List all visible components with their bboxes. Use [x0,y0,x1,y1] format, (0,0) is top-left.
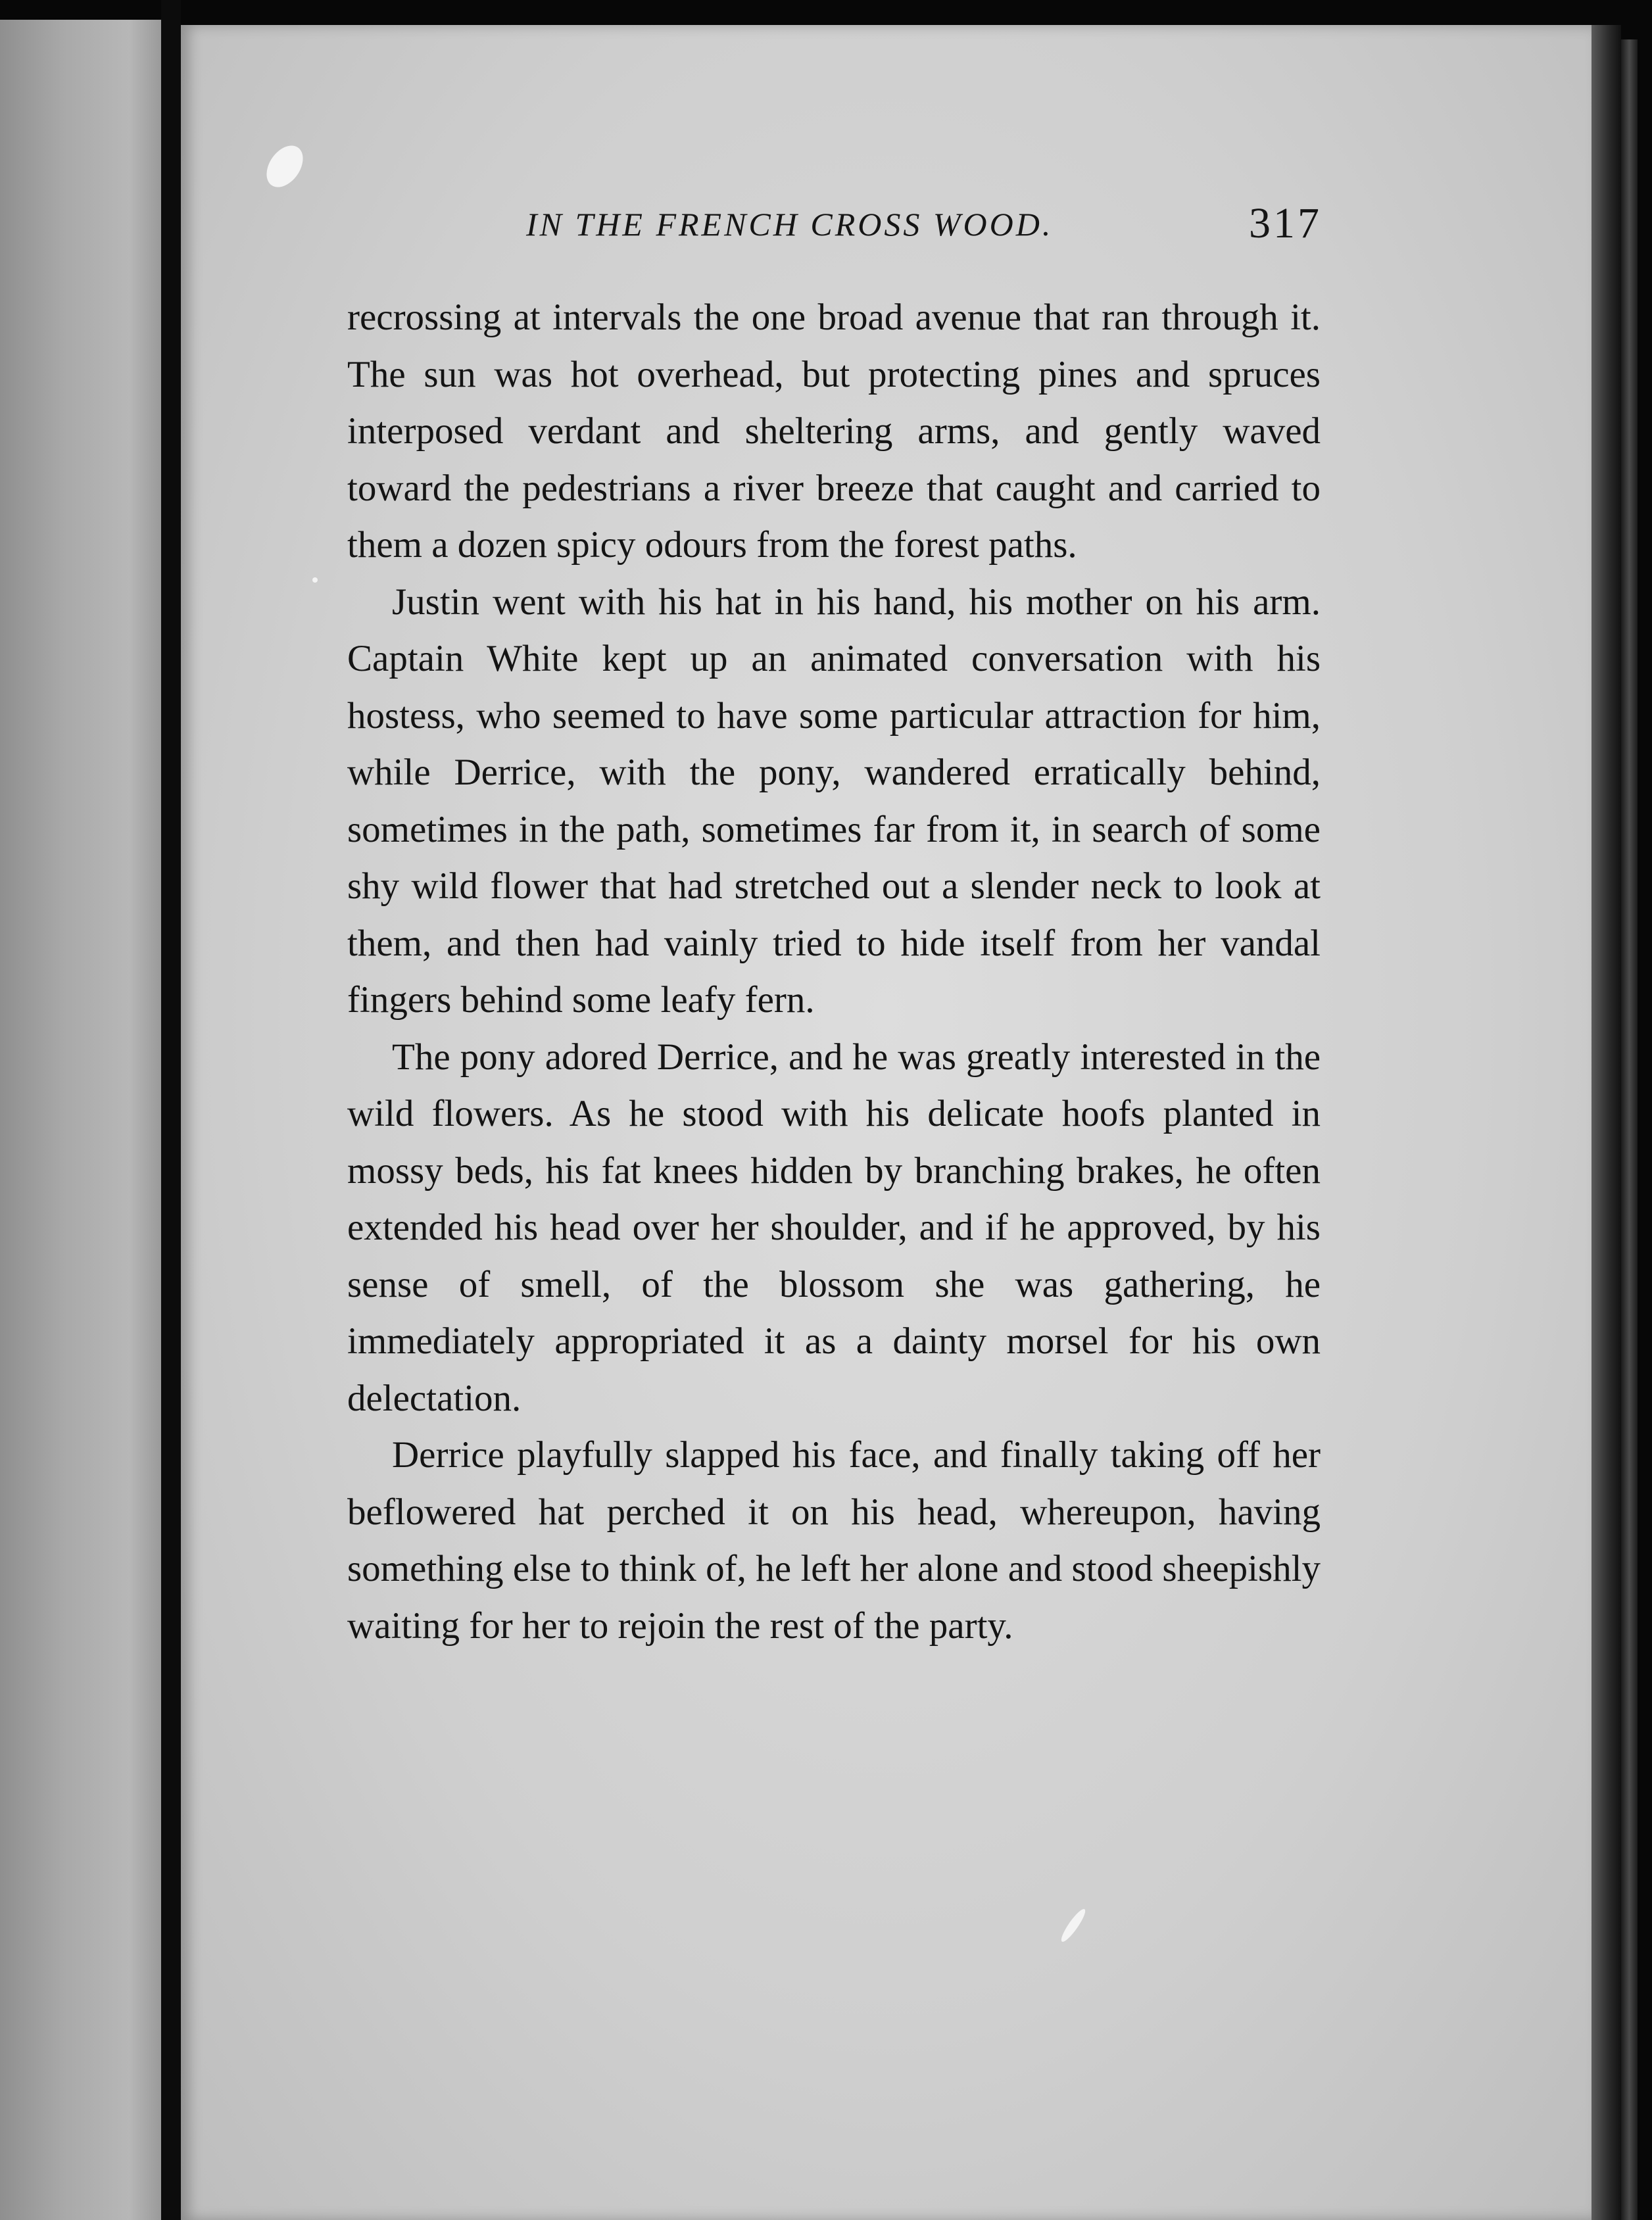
paragraph-3: The pony adored Derrice, and he was greatly interested in the wild flowers. As he stood with his delicate hoofs planted in mossy beds, his fat knees hidden by branching brakes, he often extended his head over her shoulder, and if he approved, by his sense of smell, of the blossom she was gathering, he immediately appropriated it as a dainty morsel for his own delectation. [347,1036,1321,1419]
body-text [347,289,1321,1654]
running-title: IN THE FRENCH CROSS WOOD. [526,206,1054,243]
paragraph-2: Justin went with his hat in his hand, his mother on his arm. Captain White kept up an animated conversation with his hostess, who seemed to have some particular attraction for him, while Derrice, with the pony, wandered erratically behind, sometimes in the path, sometimes far from it, in search of some shy wild flower that had stretched out a slender neck to look at them, and then had vainly tried to hide itself from her vandal fingers behind some leafy fern. [347,581,1321,1021]
left-page-edge [0,20,161,2220]
paragraph-4: Derrice playfully slapped his face, and finally taking off her beflowered hat perched it on his head, whereupon, having something else to think of, he left her alone and stood sheepishly waiting for her to rejoin the rest of the party. [347,1434,1321,1647]
page-number: 317 [1249,199,1322,247]
book-gutter [161,0,181,2220]
paper-blemish [1058,1906,1088,1944]
right-page-edge [1591,25,1621,2220]
paper-blemish [312,577,318,583]
running-header [526,197,1328,256]
right-page-edge-shadow [1621,39,1638,2220]
paper-blemish [259,139,310,194]
paragraph-1: recrossing at intervals the one broad avenue that ran through it. The sun was hot overhead, but protecting pines and spruces interposed verdant and sheltering arms, and gently waved toward the pedestrians a river breeze that caught and carried to them a dozen spicy odours from the forest paths. [347,297,1321,566]
